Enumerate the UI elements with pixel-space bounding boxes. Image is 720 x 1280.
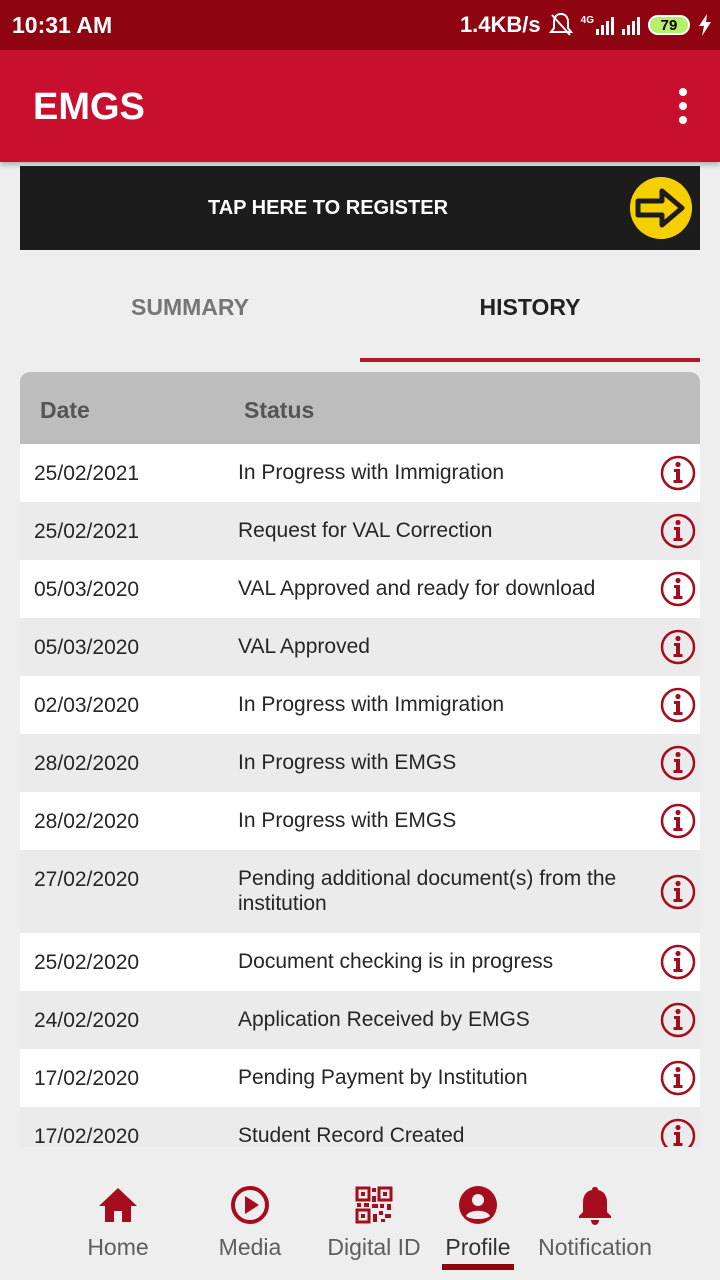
table-row	[20, 676, 700, 734]
row-status: In Progress with Immigration	[238, 461, 505, 484]
nav-media[interactable]	[196, 1168, 304, 1280]
info-icon[interactable]	[660, 1002, 696, 1038]
row-status: In Progress with EMGS	[238, 751, 457, 774]
network-speed: 1.4KB/s	[459, 12, 541, 37]
nav-active-underline	[442, 1264, 514, 1270]
status-time: 10:31 AM	[12, 12, 113, 38]
table-row	[20, 850, 700, 933]
app-bar	[0, 50, 720, 162]
table-row	[20, 444, 700, 502]
info-icon[interactable]	[660, 455, 696, 491]
row-status: Student Record Created	[238, 1124, 465, 1147]
arrow-right-icon	[630, 177, 692, 239]
info-icon[interactable]	[660, 629, 696, 665]
signal-icon-2	[622, 15, 640, 35]
charging-icon	[698, 14, 712, 36]
tab-indicator	[360, 358, 700, 362]
info-icon[interactable]	[660, 745, 696, 781]
row-status: In Progress with EMGS	[238, 809, 457, 832]
info-icon[interactable]	[660, 1060, 696, 1096]
row-status: VAL Approved and ready for download	[238, 577, 596, 600]
row-date: 05/03/2020	[34, 636, 140, 659]
nav-notification[interactable]	[530, 1168, 660, 1280]
table-row	[20, 560, 700, 618]
table-header	[20, 372, 700, 444]
table-row	[20, 991, 700, 1049]
account-circle-icon	[457, 1184, 499, 1226]
nav-profile[interactable]	[442, 1168, 514, 1280]
play-circle-icon	[229, 1184, 271, 1226]
app-title: EMGS	[33, 86, 145, 128]
row-date: 24/02/2020	[34, 1009, 140, 1032]
info-icon[interactable]	[660, 874, 696, 910]
info-icon[interactable]	[660, 571, 696, 607]
signal-icon	[596, 15, 614, 35]
more-vert-icon[interactable]	[676, 88, 690, 124]
tab-summary[interactable]	[20, 262, 360, 362]
tab-summary-label: SUMMARY	[131, 294, 249, 320]
table-row	[20, 792, 700, 850]
bell-icon	[574, 1184, 616, 1226]
table-row	[20, 502, 700, 560]
row-date: 05/03/2020	[34, 578, 140, 601]
network-type: 4G	[580, 15, 594, 26]
qr-code-icon	[353, 1184, 395, 1226]
nav-digital-id[interactable]	[318, 1168, 430, 1280]
home-icon	[97, 1184, 139, 1226]
bottom-navigation	[0, 1168, 720, 1280]
row-status: Application Received by EMGS	[238, 1008, 530, 1031]
row-date: 25/02/2020	[34, 951, 140, 974]
header-date: Date	[40, 397, 90, 423]
register-label: TAP HERE TO REGISTER	[207, 197, 449, 219]
row-status: Request for VAL Correction	[238, 519, 493, 542]
row-status: Document checking is in progress	[238, 950, 554, 973]
tab-bar	[20, 262, 700, 362]
nav-home[interactable]	[58, 1168, 178, 1280]
row-date: 17/02/2020	[34, 1067, 140, 1090]
table-row	[20, 933, 700, 991]
notifications-off-icon	[549, 12, 573, 38]
table-row	[20, 618, 700, 676]
register-banner[interactable]	[20, 166, 700, 250]
info-icon[interactable]	[660, 687, 696, 723]
status-indicators	[460, 10, 712, 40]
status-bar	[0, 0, 720, 50]
history-table	[20, 372, 700, 1147]
table-row	[20, 1049, 700, 1107]
row-date: 28/02/2020	[34, 752, 140, 775]
info-icon[interactable]	[660, 1118, 696, 1147]
row-status: In Progress with Immigration	[238, 693, 505, 716]
row-status: VAL Approved	[238, 635, 370, 658]
row-date: 25/02/2021	[34, 462, 140, 485]
battery-icon: 79	[648, 15, 690, 35]
nav-home-label: Home	[87, 1234, 149, 1260]
row-status: Pending additional document(s) from the institution	[238, 867, 617, 915]
tab-history[interactable]	[360, 262, 700, 362]
row-status: Pending Payment by Institution	[238, 1066, 528, 1089]
row-date: 27/02/2020	[34, 868, 140, 891]
nav-media-label: Media	[218, 1234, 282, 1260]
table-body	[20, 444, 700, 1147]
info-icon[interactable]	[660, 944, 696, 980]
row-date: 02/03/2020	[34, 694, 140, 717]
nav-digital-id-label: Digital ID	[327, 1234, 421, 1260]
tab-history-label: HISTORY	[479, 294, 581, 320]
signal-4g	[581, 15, 614, 35]
info-icon[interactable]	[660, 513, 696, 549]
row-date: 17/02/2020	[34, 1125, 140, 1147]
nav-notification-label: Notification	[538, 1234, 652, 1260]
row-date: 25/02/2021	[34, 520, 140, 543]
nav-profile-label: Profile	[445, 1234, 511, 1260]
header-status: Status	[244, 397, 315, 423]
row-date: 28/02/2020	[34, 810, 140, 833]
table-row	[20, 1107, 700, 1147]
info-icon[interactable]	[660, 803, 696, 839]
table-row	[20, 734, 700, 792]
